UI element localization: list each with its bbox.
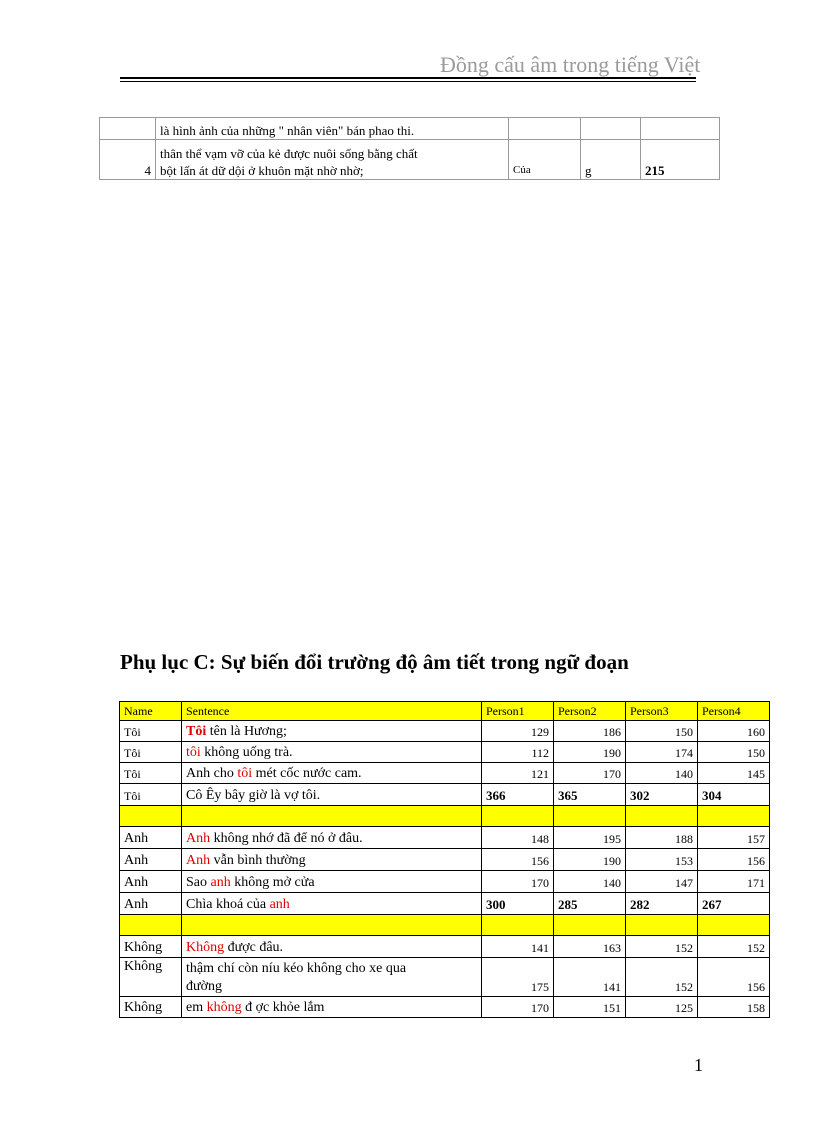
sentence-cell: Anh cho tôi mét cốc nước cam. [182, 763, 482, 784]
table-row [120, 958, 770, 997]
value-cell: 148 [482, 827, 554, 849]
column-header: Person3 [626, 702, 698, 721]
table-row [100, 140, 720, 180]
highlighted-word: anh [269, 897, 290, 912]
value-cell: 163 [554, 936, 626, 958]
sentence-cell [156, 118, 509, 140]
sentence-cell: em không đ ợc khỏe lắm [182, 997, 482, 1018]
sentence-cell: tôi không uống trà. [182, 742, 482, 763]
value-cell: 141 [482, 936, 554, 958]
table-row [120, 763, 770, 784]
value-cell: 152 [626, 936, 698, 958]
sentence-cell [182, 958, 482, 997]
value-cell: 112 [482, 742, 554, 763]
sentence-cell: Không được đâu. [182, 936, 482, 958]
fragment-table [99, 117, 720, 180]
sentence-cell: Anh vẫn bình thường [182, 849, 482, 871]
highlighted-word: Anh [186, 853, 211, 868]
value-cell: 188 [626, 827, 698, 849]
highlighted-word: Không [186, 940, 225, 955]
column-header: Person4 [698, 702, 770, 721]
table-cell [581, 118, 641, 140]
value-cell: 174 [626, 742, 698, 763]
value-cell: 152 [698, 936, 770, 958]
table-cell: Của [509, 140, 581, 180]
value-cell: 140 [554, 871, 626, 893]
section-title: Phụ lục C: Sự biến đổi trường độ âm tiết trong ngữ đoạn [120, 650, 629, 674]
value-cell: 125 [626, 997, 698, 1018]
table-row [120, 849, 770, 871]
value-cell: 175 [482, 958, 554, 997]
header-rule [120, 77, 696, 79]
sentence-line: đường [186, 979, 222, 994]
total-row [120, 784, 770, 806]
name-cell: Anh [120, 893, 182, 915]
appendix-table [119, 701, 770, 1018]
value-cell: 156 [698, 849, 770, 871]
value-cell: 145 [698, 763, 770, 784]
name-cell: Anh [120, 871, 182, 893]
highlighted-word: Anh [186, 831, 211, 846]
column-header: Person1 [482, 702, 554, 721]
value-cell: 190 [554, 849, 626, 871]
sentence-line: thậm chí còn níu kéo không cho xe qua [186, 961, 407, 976]
value-cell: 186 [554, 721, 626, 742]
value-cell: 190 [554, 742, 626, 763]
table-row [120, 827, 770, 849]
table-row [100, 118, 720, 140]
value-cell: 156 [482, 849, 554, 871]
value-cell: 121 [482, 763, 554, 784]
value-cell: 140 [626, 763, 698, 784]
table-row [120, 871, 770, 893]
value-cell: 170 [482, 871, 554, 893]
name-cell: Anh [120, 849, 182, 871]
table-row [120, 936, 770, 958]
sentence-cell: Sao anh không mở cửa [182, 871, 482, 893]
name-cell: Tôi [120, 742, 182, 763]
value-cell: 156 [698, 958, 770, 997]
name-cell: Tôi [120, 784, 182, 806]
table-row [120, 721, 770, 742]
value-cell: 171 [698, 871, 770, 893]
value-cell: 150 [698, 742, 770, 763]
total-cell: 304 [698, 784, 770, 806]
header-rule-thin [120, 81, 696, 82]
value-cell: 170 [554, 763, 626, 784]
total-row [120, 893, 770, 915]
row-number [100, 118, 156, 140]
value-cell: 170 [482, 997, 554, 1018]
page-number: 1 [694, 1055, 703, 1075]
group-separator [120, 915, 770, 936]
highlighted-word: Tôi [186, 724, 207, 739]
highlighted-word: không [206, 1000, 242, 1015]
table-row [120, 742, 770, 763]
highlighted-word: anh [210, 875, 231, 890]
sentence-line: là hình ảnh của những " nhân viên" bán phao thi. [160, 123, 415, 138]
total-cell: 302 [626, 784, 698, 806]
value-cell: 147 [626, 871, 698, 893]
value-cell: 160 [698, 721, 770, 742]
sentence-cell: Chìa khoá của anh [182, 893, 482, 915]
column-header: Person2 [554, 702, 626, 721]
sentence-cell [156, 140, 509, 180]
sentence-line: bột lấn át dữ dội ở khuôn mặt nhờ nhờ; [160, 163, 364, 178]
name-cell: Tôi [120, 721, 182, 742]
table-cell: 215 [641, 140, 720, 180]
total-cell: 366 [482, 784, 554, 806]
column-header: Name [120, 702, 182, 721]
name-cell: Tôi [120, 763, 182, 784]
value-cell: 153 [626, 849, 698, 871]
highlighted-word: tôi [186, 745, 201, 760]
total-cell: 282 [626, 893, 698, 915]
value-cell: 152 [626, 958, 698, 997]
total-cell: 285 [554, 893, 626, 915]
row-number: 4 [100, 140, 156, 180]
name-cell: Không [120, 997, 182, 1018]
sentence-cell: Tôi tên là Hương; [182, 721, 482, 742]
value-cell: 150 [626, 721, 698, 742]
table-cell: g [581, 140, 641, 180]
highlighted-word: tôi [237, 766, 253, 781]
header-row [120, 702, 770, 721]
name-cell: Không [120, 936, 182, 958]
table-cell [641, 118, 720, 140]
name-cell: Anh [120, 827, 182, 849]
name-cell: Không [120, 958, 182, 997]
value-cell: 157 [698, 827, 770, 849]
column-header: Sentence [182, 702, 482, 721]
group-separator [120, 806, 770, 827]
value-cell: 151 [554, 997, 626, 1018]
total-cell: 267 [698, 893, 770, 915]
value-cell: 129 [482, 721, 554, 742]
value-cell: 158 [698, 997, 770, 1018]
running-header: Đồng cấu âm trong tiếng Việt [440, 52, 701, 77]
sentence-cell: Anh không nhớ đã để nó ở đâu. [182, 827, 482, 849]
value-cell: 195 [554, 827, 626, 849]
sentence-cell: Cô Êy bây giờ là vợ tôi. [182, 784, 482, 806]
table-cell [509, 118, 581, 140]
table-row [120, 997, 770, 1018]
total-cell: 365 [554, 784, 626, 806]
value-cell: 141 [554, 958, 626, 997]
total-cell: 300 [482, 893, 554, 915]
sentence-line: thân thể vạm vỡ của kẻ được nuôi sống bằng chất [160, 146, 418, 161]
